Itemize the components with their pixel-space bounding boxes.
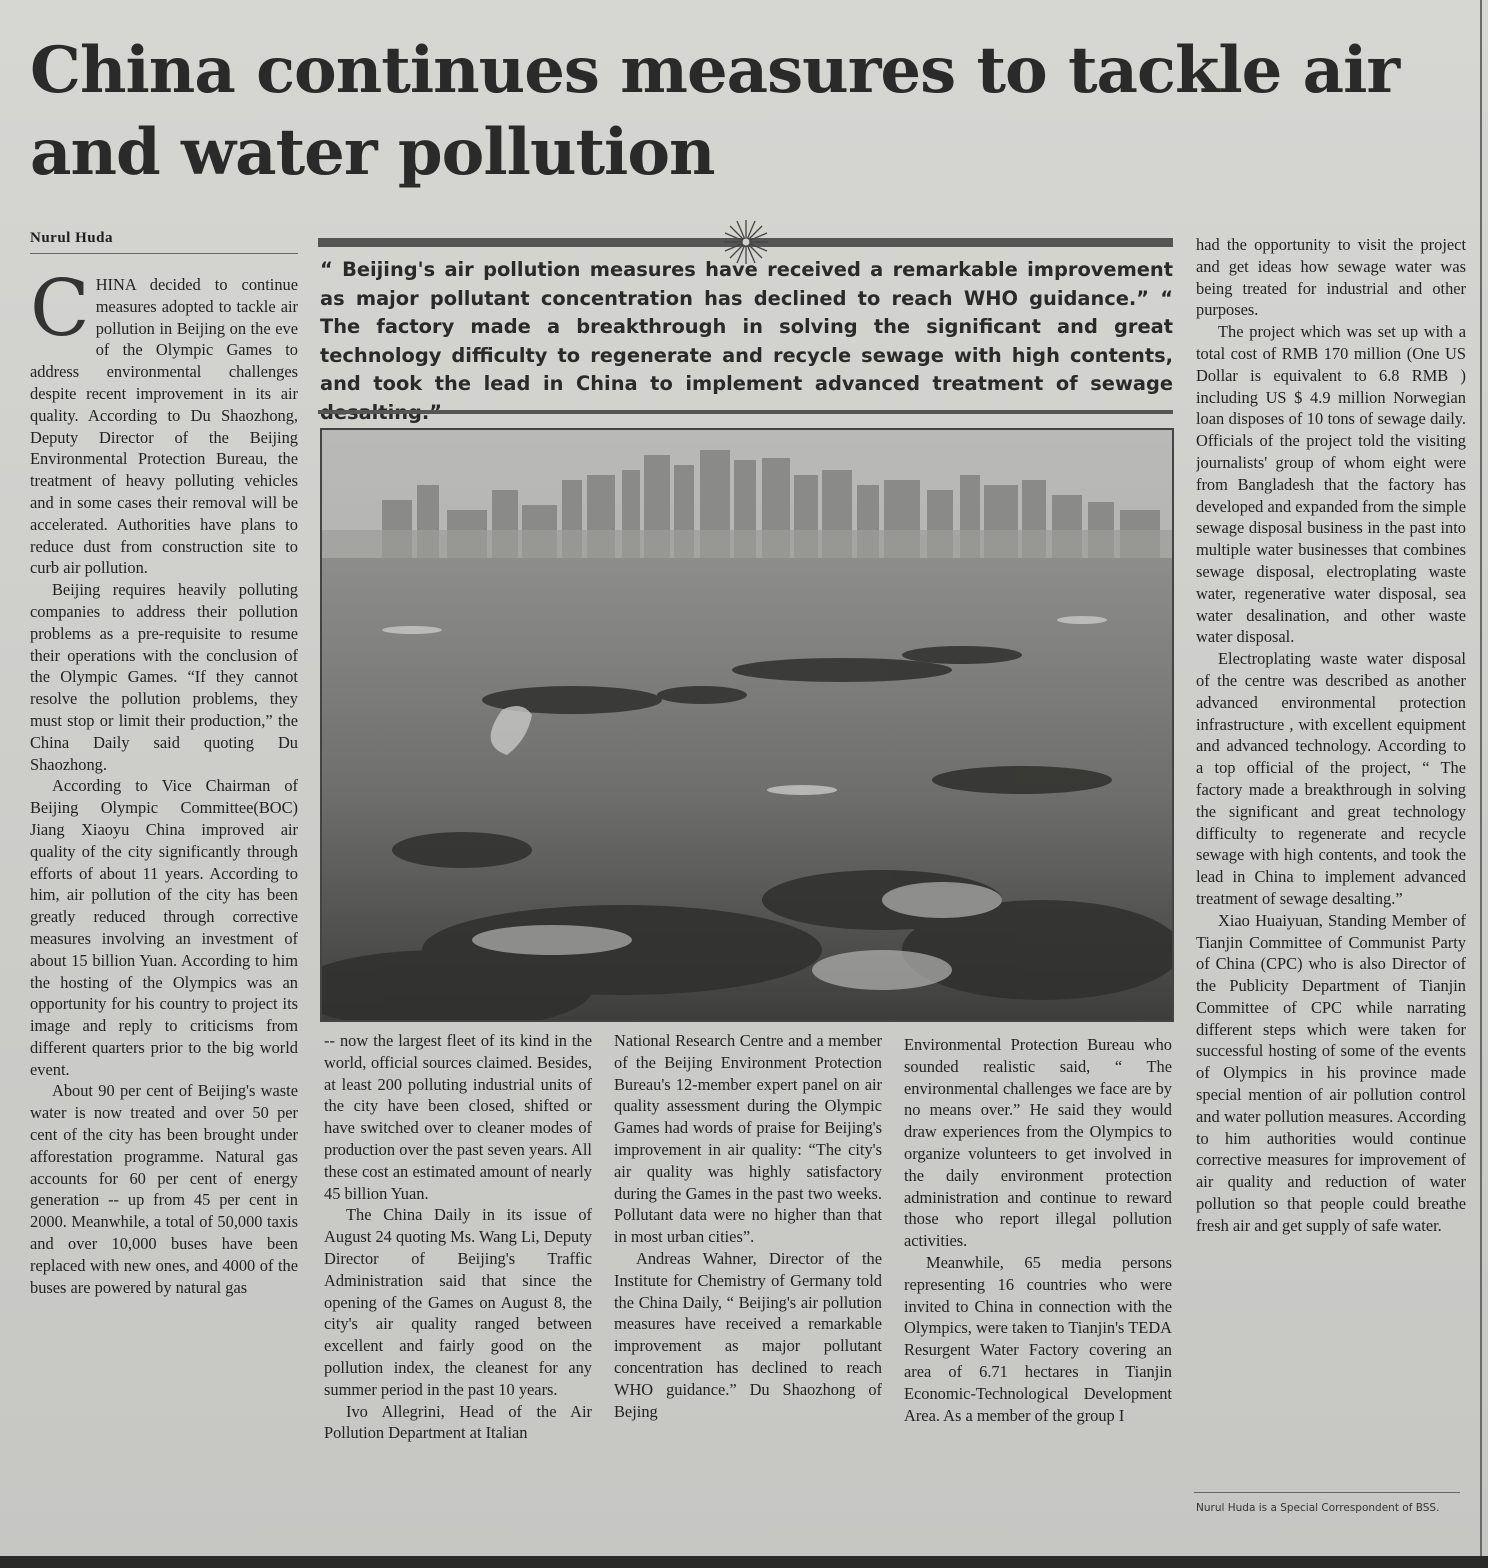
- pullquote-rule-bottom: [318, 410, 1173, 414]
- page-edge-bottom: [0, 1556, 1488, 1568]
- drop-cap: C: [30, 274, 90, 354]
- article-paragraph: Beijing requires heavily polluting companies to address their pollution problems as a pre-requisite to resume their operations with the conclusion of the Olympic Games. “If they cannot resolve the pollution problems, they must stop or limit their production,” the China Daily said quoting Du Shaozhong.: [30, 580, 298, 774]
- article-paragraph: Xiao Huaiyuan, Standing Member of Tianjin Committee of Communist Party of China (CPC) who is also Director of the Publicity Department of Tianjin Committee of CPC while narrating different steps which were taken for successful hosting of some of the events of Olympics in his province made special mention of air pollution control and water pollution measures. According to him authorities would continue corrective measures for improvement of air quality and reduction of water pollution so that people could breathe fresh air and get supply of safe water.: [1196, 910, 1466, 1235]
- photo-polluted-river-skyline: [322, 430, 1172, 1020]
- article-paragraph: The project which was set up with a total cost of RMB 170 million (One US Dollar is equivalent to 6.8 RMB ) including US $ 4.9 million Norwegian loan disposes of 10 tons of sewage daily. Officials of the project told the visiting journalists' group of whom eight were from Bangladesh that the factory has developed and expanded from the simple sewage disposal business in the past into multiple water businesses that combines sewage disposal, electroplating waste water, regenerative water disposal, sea water desalination, and other waste water disposal.: [1196, 322, 1466, 647]
- article-paragraph: Electroplating waste water disposal of the centre was described as another advanced environmental protection infrastructure , with excellent equipment and advanced technology. According to a top official of the project, “ The factory made a breakthrough in solving the significant and great technology difficulty to regenerate and recycle sewage with high contents, and took the lead in China to implement advanced treatment of sewage desalting.”: [1196, 649, 1466, 908]
- article-paragraph: About 90 per cent of Beijing's waste water is now treated and over 50 per cent of the city has been brought under afforestation programme. Natural gas accounts for 60 per cent of energy generation -- up from 45 per cent in 2000. Meanwhile, a total of 50,000 taxis and over 10,000 buses have been replaced with new ones, and 4000 of the buses are powered by natural gas: [30, 1081, 298, 1297]
- article-column-4: [904, 1034, 1172, 1514]
- article-paragraph: Ivo Allegrini, Head of the Air Pollution Department at Italian: [324, 1401, 592, 1443]
- news-photo: [320, 428, 1174, 1022]
- article-paragraph: [30, 274, 298, 579]
- author-note-rule: [1194, 1492, 1460, 1493]
- article-paragraph: Andreas Wahner, Director of the Institute for Chemistry of Germany told the China Daily, “ Beijing's air pollution measures have received a remarkable improvement as major pollutant concentration has declined to reach WHO guidance.” Du Shaozhong of Bejing: [614, 1248, 882, 1421]
- article-column-5: [1196, 234, 1466, 1488]
- article-paragraph: National Research Centre and a member of the Beijing Environment Protection Bureau's 12-member expert panel on air quality assessment during the Olympic Games had words of praise for Beijing's improvement in air quality: “The city's air quality was highly satisfactory during the Games in the past two weeks. Pollutant data were no higher than that in most urban cities”.: [614, 1031, 882, 1247]
- article-paragraph: The China Daily in its issue of August 24 quoting Ms. Wang Li, Deputy Director of Beijing's Traffic Administration said that since the opening of the Games on August 8, the city's air quality ranged between excellent and fairly good on the pollution index, the cleanest for any summer period in the past 10 years.: [324, 1205, 592, 1399]
- paragraph-text: HINA decided to continue measures adopted to tackle air pollution in Beijing on the eve of the Olympic Games to address environmental challenges despite recent improvement in its air quality. According to Du Shaozhong, Deputy Director of the Beijing Environmental Protection Bureau, the treatment of heavy polluting vehicles and in some cases their removal will be accelerated. Authorities have plans to reduce dust from construction site to curb air pollution.: [30, 275, 298, 578]
- article-paragraph: Environmental Protection Bureau who sounded realistic said, “ The environmental challenges we face are by no means over.” He said they would draw experiences from the Olympics to organize volunteers to get involved in the daily environment protection administration and continue to reward those who report illegal pollution activities.: [904, 1035, 1172, 1251]
- byline: Nurul Huda: [30, 230, 298, 254]
- article-paragraph: -- now the largest fleet of its kind in the world, official sources claimed. Besides, at least 200 polluting industrial units of the city have been closed, shifted or have switched over to cleaner modes of production over the past seven years. All these cost an estimated amount of nearly 45 billion Yuan.: [324, 1031, 592, 1203]
- page-edge-right: [1480, 0, 1482, 1568]
- article-paragraph: According to Vice Chairman of Beijing Olympic Committee(BOC) Jiang Xiaoyu China improved air quality of the city significantly through efforts of about 11 years. According to him, air pollution of the city has been greatly reduced through corrective measures involving an investment of about 15 billion Yuan. According to him the hosting of the Olympics was an opportunity for his country to project its image and reply to criticisms from different quarters prior to the big world event.: [30, 776, 298, 1079]
- pull-quote: “ Beijing's air pollution measures have received a remarkable improvement as major pollutant concentration has declined to reach WHO guidance.” “ The factory made a breakthrough in solving the significant and great technology difficulty to regenerate and recycle sewage with high contents, and took the lead in China to implement advanced treatment of sewage: [320, 258, 1173, 396]
- article-column-1: [30, 274, 298, 1510]
- article-paragraph: had the opportunity to visit the project and get ideas how sewage water was being treated for industrial and other purposes.: [1196, 235, 1466, 320]
- headline: China continues measures to tackle air and water pollution: [30, 33, 1400, 190]
- article-paragraph: Meanwhile, 65 media persons representing 16 countries who were invited to China in connection with the Olympics, were taken to Tianjin's TEDA Resurgent Water Factory covering an area of 6.71 hectares in Tianjin Economic-Technological Development Area. As a member of the group I: [904, 1252, 1172, 1425]
- author-note: Nurul Huda is a Special Correspondent of BSS.: [1196, 1502, 1440, 1514]
- article-column-3: [614, 1030, 882, 1510]
- article-column-2: [324, 1030, 592, 1510]
